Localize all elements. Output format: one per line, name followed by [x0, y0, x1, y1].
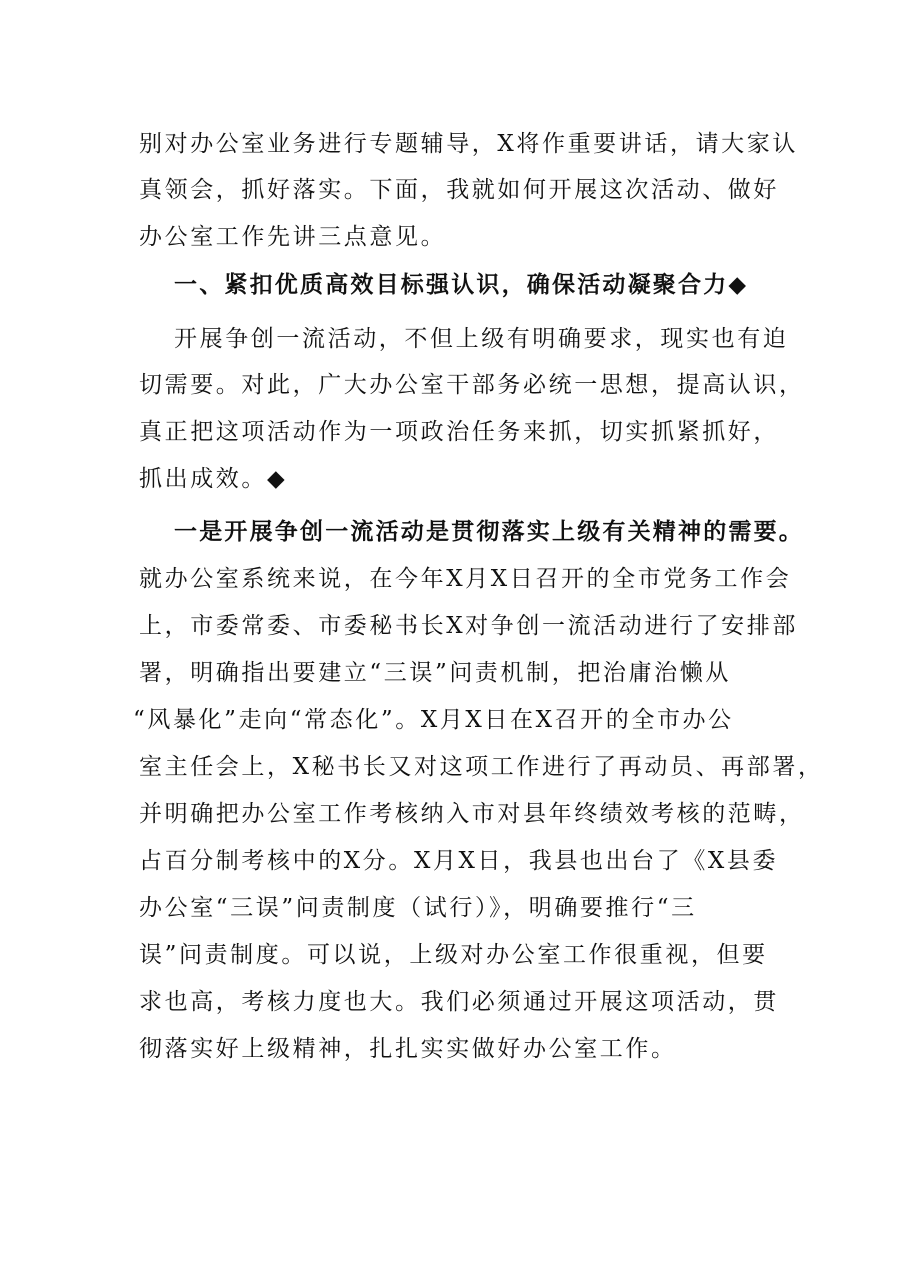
intro-line-2: 真领会，抓好落实。下面，我就如何开展这次活动、做好: [139, 177, 779, 203]
para-2-line-2: 上，市委常委、市委秘书长X对争创一流活动进行了安排部: [139, 613, 798, 639]
para-2-line-5: 室主任会上，X秘书长又对这项工作进行了再动员、再部署，: [139, 754, 824, 780]
section-heading-1: 一、紧扣优质高效目标强认识，确保活动凝聚合力◆: [174, 271, 749, 298]
para-2-line-8: 办公室“三误”问责制度（试行）》，明确要推行“三: [139, 895, 697, 921]
intro-line-3: 办公室工作先讲三点意见。: [139, 224, 447, 250]
para-2-line-6: 并明确把办公室工作考核纳入市对县年终绩效考核的范畴，: [139, 801, 805, 827]
para-2-line-10: 求也高，考核力度也大。我们必须通过开展这项活动，贯: [139, 989, 779, 1015]
para-2-line-9: 误”问责制度。可以说，上级对办公室工作很重视，但要: [139, 942, 768, 968]
para-2-line-7: 占百分制考核中的X分。X月X日，我县也出台了《X县委: [139, 848, 779, 874]
para-2-line-1: 就办公室系统来说，在今年X月X日召开的全市党务工作会: [139, 566, 792, 592]
para-1-line-4: 抓出成效。◆: [139, 466, 288, 492]
para-2-line-4: “风暴化”走向“常态化”。X月X日在X召开的全市办公: [133, 707, 734, 733]
para-1-line-3: 真正把这项活动作为一项政治任务来抓，切实抓紧抓好，: [139, 419, 779, 445]
para-1-line-1: 开展争创一流活动，不但上级有明确要求，现实也有迫: [174, 326, 789, 352]
para-2-line-11: 彻落实好上级精神，扎扎实实做好办公室工作。: [139, 1036, 677, 1062]
subheading-1: 一是开展争创一流活动是贯彻落实上级有关精神的需要。: [174, 518, 804, 545]
para-2-line-3: 署，明确指出要建立“三误”问责机制，把治庸治懒从: [139, 660, 731, 686]
para-1-line-2: 切需要。对此，广大办公室干部务必统一思想，提高认识，: [139, 372, 805, 398]
intro-line-1: 别对办公室业务进行专题辅导，X将作重要讲话，请大家认: [139, 131, 798, 157]
